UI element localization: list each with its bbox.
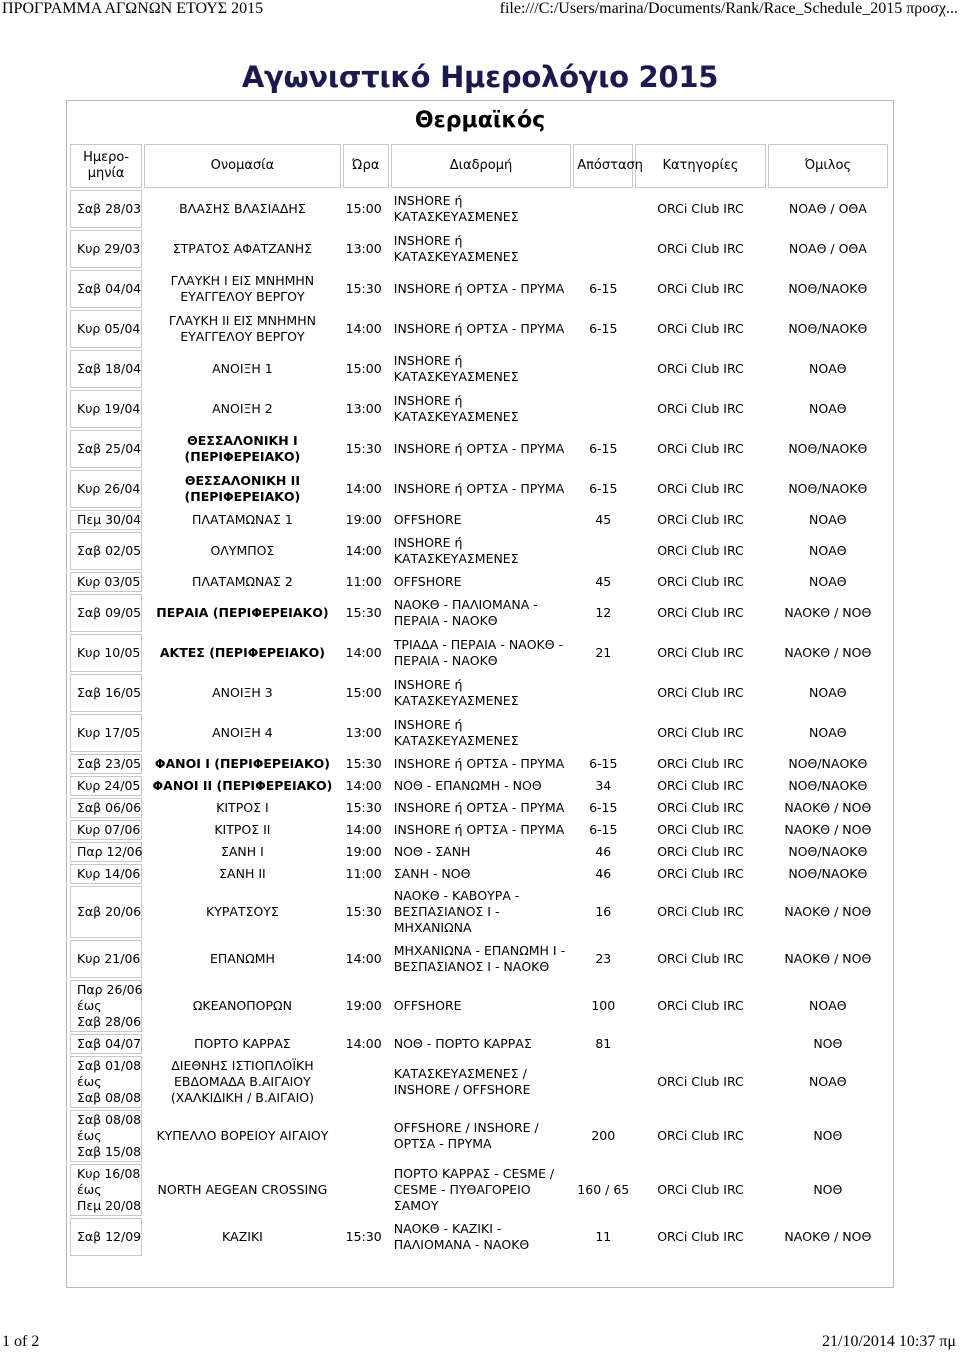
cell-name: ΠΛΑΤΑΜΩΝΑΣ 2 [192,574,293,589]
cell-time: 13:00 [345,401,382,416]
cell-date: Σαβ 20/06 [70,886,142,938]
table-header-row [70,144,888,188]
table-row [70,886,888,938]
cell-time: 15:30 [345,441,382,456]
cell-distance [573,230,633,268]
page-indicator: 1 of 2 [2,1333,40,1350]
cell-time: 15:00 [345,361,382,376]
table-row [70,820,888,840]
cell-distance: 200 [591,1128,616,1143]
print-header-title: ΠΡΟΓΡΑΜΜΑ ΑΓΩΝΩΝ ΕΤΟΥΣ 2015 [2,0,264,17]
cell-route: INSHORE ή ΟΡΤΣΑ - ΠΡΥΜΑ [393,822,565,837]
cell-categories: ORCi Club IRC [657,574,744,589]
header-route: Διαδρομή [391,144,571,188]
cell-route: INSHORE ή ΟΡΤΣΑ - ΠΡΥΜΑ [393,321,565,336]
table-row [70,270,888,308]
cell-class: ΝΑΟΚΘ / ΝΟΘ [784,645,872,660]
header-name: Ονομασία [144,144,340,188]
cell-class: ΝΟΘ/ΝΑΟΚΘ [788,321,868,336]
cell-name: ΩΚΕΑΝΟΠΟΡΩΝ [192,998,292,1013]
cell-name: ΑΝΟΙΞΗ 4 [212,725,273,740]
table-row [70,776,888,796]
cell-categories: ORCi Club IRC [657,866,744,881]
cell-categories: ORCi Club IRC [657,401,744,416]
cell-distance: 23 [595,951,612,966]
cell-class: ΝΟΑΘ [809,401,847,416]
cell-time: 14:00 [345,951,382,966]
cell-distance [573,390,633,428]
cell-name: ΘΕΣΣΑΛΟΝΙΚΗ Ι (ΠΕΡΙΦΕΡΕΙΑΚΟ) [184,433,301,464]
cell-categories: ORCi Club IRC [657,822,744,837]
cell-name: ΑΝΟΙΞΗ 1 [212,361,273,376]
table-row [70,470,888,508]
cell-time [343,1056,389,1108]
table-row [70,190,888,228]
cell-route: ΠΟΡΤΟ ΚΑΡΡΑΣ - CESME / CESME - ΠΥΘΑΓΟΡΕΙΟ ΣΑΜΟΥ [393,1166,555,1213]
cell-name: ΚΑΖΙΚΙ [221,1229,263,1244]
cell-time: 13:00 [345,241,382,256]
cell-categories: ORCi Club IRC [657,281,744,296]
cell-route: INSHORE ή ΟΡΤΣΑ - ΠΡΥΜΑ [393,800,565,815]
cell-distance [573,350,633,388]
cell-route: INSHORE ή ΟΡΤΣΑ - ΠΡΥΜΑ [393,756,565,771]
table-row [70,1056,888,1108]
cell-route: OFFSHORE [393,512,462,527]
cell-route: INSHORE ή ΚΑΤΑΣΚΕΥΑΣΜΕΝΕΣ [393,677,519,708]
cell-distance: 45 [595,574,612,589]
cell-time: 15:30 [345,1229,382,1244]
cell-time: 15:30 [345,756,382,771]
cell-distance: 21 [595,645,612,660]
cell-route: INSHORE ή ΟΡΤΣΑ - ΠΡΥΜΑ [393,441,565,456]
table-row [70,798,888,818]
cell-date: Σαβ 04/07 [70,1034,142,1054]
cell-class: ΝΟΘ/ΝΑΟΚΘ [788,441,868,456]
cell-class: ΝΟΘ/ΝΑΟΚΘ [788,756,868,771]
page-title: Αγωνιστικό Ημερολόγιο 2015 [241,60,719,94]
cell-name: ΟΛΥΜΠΟΣ [210,543,275,558]
cell-date: Σαβ 28/03 [70,190,142,228]
cell-class: ΝΑΟΚΘ / ΝΟΘ [784,904,872,919]
cell-class: ΝΟΘ/ΝΑΟΚΘ [788,281,868,296]
cell-categories: ORCi Club IRC [657,685,744,700]
cell-time: 13:00 [345,725,382,740]
cell-date: Σαβ 08/08 έως Σαβ 15/08 [70,1110,142,1162]
cell-distance: 46 [595,844,612,859]
cell-categories: ORCi Club IRC [657,605,744,620]
cell-date: Παρ 26/06 έως Σαβ 28/06 [70,980,142,1032]
table-row [70,1034,888,1054]
cell-categories: ORCi Club IRC [657,361,744,376]
cell-categories: ORCi Club IRC [657,725,744,740]
cell-route: INSHORE ή ΚΑΤΑΣΚΕΥΑΣΜΕΝΕΣ [393,393,519,424]
cell-date: Κυρ 07/06 [70,820,142,840]
cell-categories: ORCi Club IRC [657,512,744,527]
table-row [70,980,888,1032]
cell-time: 15:30 [345,800,382,815]
cell-time: 15:00 [345,685,382,700]
cell-date: Κυρ 19/04 [70,390,142,428]
cell-date: Σαβ 23/05 [70,754,142,774]
cell-date: Σαβ 01/08 έως Σαβ 08/08 [70,1056,142,1108]
cell-time: 19:00 [345,512,382,527]
cell-distance: 6-15 [589,756,618,771]
cell-route: OFFSHORE [393,574,462,589]
cell-name: ΑΝΟΙΞΗ 2 [212,401,273,416]
cell-date: Σαβ 18/04 [70,350,142,388]
cell-name: ΕΠΑΝΩΜΗ [209,951,275,966]
cell-route: OFFSHORE [393,998,462,1013]
cell-time: 19:00 [345,844,382,859]
cell-distance [573,1056,633,1108]
cell-distance: 6-15 [589,481,618,496]
cell-route: ΝΑΟΚΘ - ΚΑΖΙΚΙ - ΠΑΛΙΟΜΑΝΑ - ΝΑΟΚΘ [393,1221,530,1252]
table-row [70,714,888,752]
cell-date: Κυρ 21/06 [70,940,142,978]
table-row [70,754,888,774]
cell-route: INSHORE ή ΚΑΤΑΣΚΕΥΑΣΜΕΝΕΣ [393,193,519,224]
cell-name: ΠΟΡΤΟ ΚΑΡΡΑΣ [194,1036,291,1051]
cell-class: ΝΟΘ/ΝΑΟΚΘ [788,844,868,859]
cell-date: Σαβ 12/09 [70,1218,142,1256]
cell-name: ΓΛΑΥΚΗ Ι ΕΙΣ ΜΝΗΜΗΝ ΕΥΑΓΓΕΛΟΥ ΒΕΡΓΟΥ [170,273,315,304]
cell-time: 14:00 [345,481,382,496]
cell-categories: ORCi Club IRC [657,645,744,660]
cell-time: 14:00 [345,645,382,660]
header-distance: Απόσταση [573,144,633,188]
cell-date: Σαβ 02/05 [70,532,142,570]
cell-date: Σαβ 06/06 [70,798,142,818]
cell-class: ΝΑΟΚΘ / ΝΟΘ [784,822,872,837]
cell-distance: 12 [595,605,612,620]
cell-time: 14:00 [345,321,382,336]
print-header-url: file:///C:/Users/marina/Documents/Rank/Race_Schedule_2015 προσχ... [499,0,958,17]
table-row [70,310,888,348]
cell-class: ΝΟΘ/ΝΑΟΚΘ [788,481,868,496]
table-row [70,864,888,884]
cell-class: ΝΟΘ [813,1128,843,1143]
cell-class: ΝΟΑΘ / ΟΘΑ [788,201,867,216]
cell-date: Κυρ 05/04 [70,310,142,348]
cell-date: Κυρ 24/05 [70,776,142,796]
cell-route: INSHORE ή ΚΑΤΑΣΚΕΥΑΣΜΕΝΕΣ [393,535,519,566]
cell-class: ΝΟΑΘ [809,1074,847,1089]
cell-date: Κυρ 26/04 [70,470,142,508]
cell-time: 19:00 [345,998,382,1013]
table-row [70,350,888,388]
cell-route: ΝΑΟΚΘ - ΠΑΛΙΟΜΑΝΑ - ΠΕΡΑΙΑ - ΝΑΟΚΘ [393,597,538,628]
cell-distance: 160 / 65 [577,1182,630,1197]
cell-class: ΝΟΘ/ΝΑΟΚΘ [788,778,868,793]
cell-date: Κυρ 29/03 [70,230,142,268]
cell-route: OFFSHORE / INSHORE / ΟΡΤΣΑ - ΠΡΥΜΑ [393,1120,539,1151]
cell-distance: 6-15 [589,822,618,837]
cell-name: ΔΙΕΘΝΗΣ ΙΣΤΙΟΠΛΟΪΚΗ ΕΒΔΟΜΑΔΑ Β.ΑΙΓΑΙΟΥ (ΧΑΛΚΙΔΙΚΗ / Β.ΑΙΓΑΙΟ) [170,1058,314,1105]
cell-name: ΠΕΡΑΙΑ (ΠΕΡΙΦΕΡΕΙΑΚΟ) [156,605,329,620]
cell-categories: ORCi Club IRC [657,951,744,966]
cell-name: ΓΛΑΥΚΗ ΙΙ ΕΙΣ ΜΝΗΜΗΝ ΕΥΑΓΓΕΛΟΥ ΒΕΡΓΟΥ [168,313,316,344]
cell-categories: ORCi Club IRC [657,481,744,496]
cell-distance: 6-15 [589,800,618,815]
table-row [70,674,888,712]
table-row [70,430,888,468]
cell-distance: 45 [595,512,612,527]
cell-date: Πεμ 30/04 [70,510,142,530]
cell-categories: ORCi Club IRC [657,778,744,793]
cell-class: ΝΟΑΘ [809,685,847,700]
cell-route: ΝΟΘ - ΣΑΝΗ [393,844,471,859]
cell-route: ΝΟΘ - ΠΟΡΤΟ ΚΑΡΡΑΣ [393,1036,532,1051]
cell-time [343,1110,389,1162]
cell-route: INSHORE ή ΚΑΤΑΣΚΕΥΑΣΜΕΝΕΣ [393,233,519,264]
print-footer [0,1333,960,1355]
cell-name: ΦΑΝΟΙ ΙΙ (ΠΕΡΙΦΕΡΕΙΑΚΟ) [152,778,333,793]
page-subtitle: Θερμαϊκός [414,108,546,133]
cell-class: ΝΟΑΘ / ΟΘΑ [788,241,867,256]
cell-name: NORTH AEGEAN CROSSING [157,1182,328,1197]
schedule-table [68,142,890,1258]
cell-date: Σαβ 25/04 [70,430,142,468]
cell-name: ΑΝΟΙΞΗ 3 [212,685,273,700]
cell-class: ΝΟΑΘ [809,725,847,740]
cell-categories: ORCi Club IRC [657,543,744,558]
cell-route: INSHORE ή ΚΑΤΑΣΚΕΥΑΣΜΕΝΕΣ [393,353,519,384]
header-categories: Κατηγορίες [635,144,765,188]
cell-date: Σαβ 09/05 [70,594,142,632]
cell-categories: ORCi Club IRC [657,201,744,216]
table-row [70,634,888,672]
table-row [70,390,888,428]
cell-name: ΣΑΝΗ Ι [220,844,264,859]
cell-name: ΚΥΠΕΛΛΟ ΒΟΡΕΙΟΥ ΑΙΓΑΙΟΥ [156,1128,329,1143]
cell-date: Κυρ 10/05 [70,634,142,672]
cell-name: ΦΑΝΟΙ Ι (ΠΕΡΙΦΕΡΕΙΑΚΟ) [154,756,330,771]
cell-time: 14:00 [345,1036,382,1051]
cell-date: Κυρ 03/05 [70,572,142,592]
cell-name: ΚΙΤΡΟΣ Ι [216,800,269,815]
cell-categories [635,1034,765,1054]
cell-time: 14:00 [345,778,382,793]
cell-class: ΝΟΘ [813,1182,843,1197]
cell-route: INSHORE ή ΟΡΤΣΑ - ΠΡΥΜΑ [393,481,565,496]
cell-time: 14:00 [345,822,382,837]
cell-class: ΝΟΑΘ [809,361,847,376]
header-time: Ώρα [343,144,389,188]
cell-route: INSHORE ή ΚΑΤΑΣΚΕΥΑΣΜΕΝΕΣ [393,717,519,748]
cell-time: 15:00 [345,201,382,216]
cell-route: INSHORE ή ΟΡΤΣΑ - ΠΡΥΜΑ [393,281,565,296]
print-datetime: 21/10/2014 10:37 πμ [822,1333,956,1350]
cell-distance: 81 [595,1036,612,1051]
cell-class: ΝΟΑΘ [809,512,847,527]
cell-categories: ORCi Club IRC [657,904,744,919]
cell-categories: ORCi Club IRC [657,1128,744,1143]
table-row [70,532,888,570]
cell-date: Κυρ 16/08 έως Πεμ 20/08 [70,1164,142,1216]
cell-distance: 6-15 [589,281,618,296]
cell-categories: ORCi Club IRC [657,1182,744,1197]
cell-time: 14:00 [345,543,382,558]
cell-route: ΚΑΤΑΣΚΕΥΑΣΜΕΝΕΣ / INSHORE / OFFSHORE [393,1066,531,1097]
cell-route: ΜΗΧΑΝΙΩΝΑ - ΕΠΑΝΩΜΗ Ι - ΒΕΣΠΑΣΙΑΝΟΣ Ι - ΝΑΟΚΘ [393,943,566,974]
table-row [70,1164,888,1216]
cell-categories: ORCi Club IRC [657,998,744,1013]
cell-class: ΝΑΟΚΘ / ΝΟΘ [784,1229,872,1244]
cell-distance: 6-15 [589,321,618,336]
table-row [70,842,888,862]
cell-date: Σαβ 16/05 [70,674,142,712]
cell-categories: ORCi Club IRC [657,241,744,256]
table-row [70,572,888,592]
cell-categories: ORCi Club IRC [657,1074,744,1089]
cell-class: ΝΟΘ/ΝΑΟΚΘ [788,866,868,881]
cell-time [343,1164,389,1216]
cell-time: 15:30 [345,904,382,919]
header-class: Όμιλος [768,144,888,188]
cell-route: ΣΑΝΗ - ΝΟΘ [393,866,471,881]
cell-class: ΝΑΟΚΘ / ΝΟΘ [784,800,872,815]
cell-name: ΣΑΝΗ ΙΙ [219,866,266,881]
cell-categories: ORCi Club IRC [657,321,744,336]
cell-route: ΤΡΙΑΔΑ - ΠΕΡΑΙΑ - ΝΑΟΚΘ - ΠΕΡΑΙΑ - ΝΑΟΚΘ [393,637,564,668]
cell-distance: 46 [595,866,612,881]
cell-class: ΝΑΟΚΘ / ΝΟΘ [784,951,872,966]
cell-time: 15:30 [345,605,382,620]
cell-name: ΠΛΑΤΑΜΩΝΑΣ 1 [192,512,293,527]
cell-date: Παρ 12/06 [70,842,142,862]
cell-name: ΒΛΑΣΗΣ ΒΛΑΣΙΑΔΗΣ [179,201,306,216]
print-header [0,0,960,24]
cell-name: ΚΥΡΑΤΣΟΥΣ [206,904,279,919]
cell-distance [573,190,633,228]
cell-time: 11:00 [345,574,382,589]
header-date: Ημερο- μηνία [70,144,142,188]
table-row [70,594,888,632]
cell-categories: ORCi Club IRC [657,800,744,815]
cell-class: ΝΟΑΘ [809,998,847,1013]
cell-distance: 11 [595,1229,612,1244]
cell-distance: 16 [595,904,612,919]
cell-route: ΝΟΘ - ΕΠΑΝΩΜΗ - ΝΟΘ [393,778,542,793]
cell-categories: ORCi Club IRC [657,1229,744,1244]
cell-name: ΣΤΡΑΤΟΣ ΑΦΑΤΖΑΝΗΣ [172,241,313,256]
cell-distance [573,714,633,752]
cell-class: ΝΟΑΘ [809,574,847,589]
cell-class: ΝΑΟΚΘ / ΝΟΘ [784,605,872,620]
cell-distance [573,674,633,712]
cell-categories: ORCi Club IRC [657,756,744,771]
cell-class: ΝΟΘ [813,1036,843,1051]
cell-date: Σαβ 04/04 [70,270,142,308]
cell-date: Κυρ 14/06 [70,864,142,884]
cell-distance: 6-15 [589,441,618,456]
cell-time: 11:00 [345,866,382,881]
cell-date: Κυρ 17/05 [70,714,142,752]
cell-distance: 100 [591,998,616,1013]
cell-categories: ORCi Club IRC [657,441,744,456]
cell-categories: ORCi Club IRC [657,844,744,859]
table-row [70,1110,888,1162]
table-row [70,510,888,530]
cell-time: 15:30 [345,281,382,296]
table-row [70,230,888,268]
cell-name: ΑΚΤΕΣ (ΠΕΡΙΦΕΡΕΙΑΚΟ) [159,645,325,660]
cell-class: ΝΟΑΘ [809,543,847,558]
table-row [70,1218,888,1256]
cell-name: ΘΕΣΣΑΛΟΝΙΚΗ ΙΙ (ΠΕΡΙΦΕΡΕΙΑΚΟ) [184,473,301,504]
table-row [70,940,888,978]
cell-distance [573,532,633,570]
cell-route: ΝΑΟΚΘ - ΚΑΒΟΥΡΑ - ΒΕΣΠΑΣΙΑΝΟΣ Ι - ΜΗΧΑΝΙΩΝΑ [393,888,520,935]
cell-name: ΚΙΤΡΟΣ ΙΙ [214,822,271,837]
cell-distance: 34 [595,778,612,793]
